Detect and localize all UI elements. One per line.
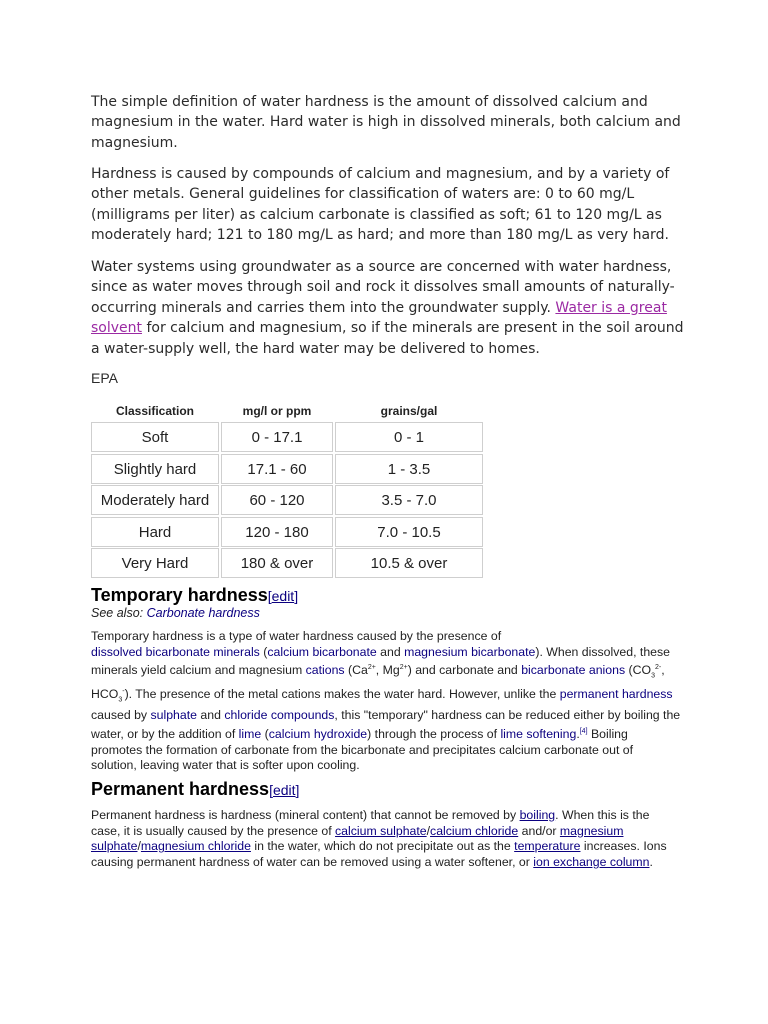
permanent-heading-text: Permanent hardness <box>91 779 270 799</box>
table-cell: 60 - 120 <box>221 485 333 515</box>
edit-link-permanent[interactable]: edit <box>272 782 296 798</box>
text: / <box>137 839 141 854</box>
text: Permanent hardness is hardness (mineral content) that cannot be removed by <box>91 808 520 822</box>
table-cell: Slightly hard <box>91 454 219 484</box>
text: ) and carbonate and <box>407 663 522 678</box>
magnesium-bicarbonate-link[interactable]: magnesium bicarbonate <box>404 644 536 659</box>
permanent-hardness-link[interactable]: permanent hardness <box>559 687 673 702</box>
text: and <box>376 644 405 659</box>
text: Temporary hardness is a type of water hardness caused by the presence of <box>91 629 502 643</box>
intro-paragraph-3 <box>91 257 691 359</box>
carbonate-hardness-link[interactable]: Carbonate hardness <box>146 606 260 620</box>
table-cell: 0 - 17.1 <box>221 422 333 452</box>
text: , HCO <box>91 663 665 702</box>
lime-link[interactable]: lime <box>238 727 262 742</box>
text: increases. Ions causing permanent hardness of water can be removed using a water softener, or <box>91 839 667 869</box>
lime-softening-link[interactable]: lime softening <box>500 727 577 742</box>
text: , this "temporary" hardness can be reduced either by boiling the water, or by the addition of <box>91 708 681 742</box>
text: and/or <box>518 823 560 838</box>
table-header-mgl: mg/l or ppm <box>242 404 312 418</box>
text: Boiling promotes the formation of carbonate from the bicarbonate and precipitates calcium carbonate out of solution, leaving water that is softer upon cooling. <box>91 727 634 773</box>
text: ( <box>259 644 268 659</box>
calcium-sulphate-link[interactable]: calcium sulphate <box>335 823 427 838</box>
superscript: 2+ <box>367 664 376 672</box>
superscript: 2- <box>655 664 662 672</box>
table-cell: Hard <box>91 517 219 547</box>
cations-link[interactable]: cations <box>305 663 345 678</box>
text: , Mg <box>375 663 400 678</box>
table-cell: 180 & over <box>221 548 333 578</box>
text: ) through the process of <box>367 727 501 742</box>
intro-paragraph-1: The simple definition of water hardness is the amount of dissolved calcium and magnesium in the water. Hard water is high in dissolved minerals, both calcium and magnesium. <box>91 94 681 151</box>
p3-text-b: for calcium and magnesium, so if the minerals are present in the soil around a water-supply well, the hard water may be delivered to homes. <box>91 320 684 357</box>
chloride-compounds-link[interactable]: chloride compounds <box>224 708 335 723</box>
table-cell: 3.5 - 7.0 <box>335 485 483 515</box>
text: ). The presence of the metal cations makes the water hard. However, unlike the <box>124 687 560 702</box>
table-cell: 0 - 1 <box>335 422 483 452</box>
boiling-link[interactable]: boiling <box>519 808 556 822</box>
temporary-hardness-heading <box>91 585 298 606</box>
permanent-hardness-paragraph <box>91 808 681 870</box>
table-cell: 10.5 & over <box>335 548 483 578</box>
text: ( <box>261 727 269 742</box>
edit-link-temporary[interactable]: edit <box>271 588 295 604</box>
bracket-open: [ <box>267 588 272 604</box>
table-cell: Moderately hard <box>91 485 219 515</box>
bracket-close: ] <box>295 782 300 798</box>
subscript: 3 <box>651 672 655 680</box>
see-also-label: See also: <box>91 606 144 620</box>
sulphate-link[interactable]: sulphate <box>150 708 197 723</box>
see-also <box>91 606 260 620</box>
edit-section <box>269 782 299 798</box>
table-cell: 120 - 180 <box>221 517 333 547</box>
table-cell: Very Hard <box>91 548 219 578</box>
table-cell: 7.0 - 10.5 <box>335 517 483 547</box>
bicarbonate-anions-link[interactable]: bicarbonate anions <box>521 663 626 678</box>
calcium-hydroxide-link[interactable]: calcium hydroxide <box>268 727 368 742</box>
text: (Ca <box>344 663 368 678</box>
text: / <box>426 823 431 838</box>
text: in the water, which do not precipitate out as the <box>250 839 515 854</box>
reference-link[interactable]: [4] <box>579 728 588 736</box>
intro-paragraph-2: Hardness is caused by compounds of calcium and magnesium, and by a variety of other metals. General guidelines for classification of waters are: 0 to 60 mg/L (milligrams per liter) as calcium carbonate is classified as soft; 61 to 120 mg/L as moderately hard; 121 to 180 mg/L as hard; and more than 180 mg/L as very hard. <box>91 166 670 244</box>
text: . When this is the case, it is usually caused by the presence of <box>91 808 650 838</box>
table-cell: 17.1 - 60 <box>221 454 333 484</box>
table-header-classification: Classification <box>115 404 195 418</box>
subscript: 3 <box>118 696 123 704</box>
temporary-hardness-paragraph <box>91 629 681 774</box>
text: caused by <box>91 708 151 723</box>
text: (CO <box>625 663 652 678</box>
calcium-chloride-link[interactable]: calcium chloride <box>430 823 519 838</box>
temperature-link[interactable]: temperature <box>514 839 581 854</box>
calcium-bicarbonate-link[interactable]: calcium bicarbonate <box>267 644 377 659</box>
table-header-grains: grains/gal <box>380 404 438 418</box>
superscript: 2+ <box>399 664 408 672</box>
edit-section <box>268 588 298 604</box>
text: . <box>649 854 653 869</box>
bracket-open: [ <box>269 782 273 798</box>
magnesium-chloride-link[interactable]: magnesium chloride <box>140 839 251 854</box>
table-cell: 1 - 3.5 <box>335 454 483 484</box>
text: and <box>196 708 225 723</box>
water-solvent-link[interactable]: Water is a great solvent <box>91 299 667 337</box>
ion-exchange-link[interactable]: ion exchange column <box>533 854 650 869</box>
superscript: - <box>122 688 125 696</box>
bracket-close: ] <box>294 588 299 604</box>
text: . <box>576 727 580 742</box>
temporary-heading-text: Temporary hardness <box>91 585 268 605</box>
permanent-hardness-heading <box>91 779 299 800</box>
source-label: EPA <box>91 370 118 386</box>
magnesium-sulphate-link[interactable]: magnesium sulphate <box>91 823 624 854</box>
table-cell: Soft <box>91 422 219 452</box>
text: ). When dissolved, these minerals yield calcium and magnesium <box>91 644 670 678</box>
p3-text-a: Water systems using groundwater as a source are concerned with water hardness, since as water moves through soil and rock it dissolves small amounts of naturally-occurring minerals and carries them into the groundwater supply. <box>91 259 675 316</box>
dissolved-minerals-link[interactable]: dissolved bicarbonate minerals <box>91 644 260 659</box>
